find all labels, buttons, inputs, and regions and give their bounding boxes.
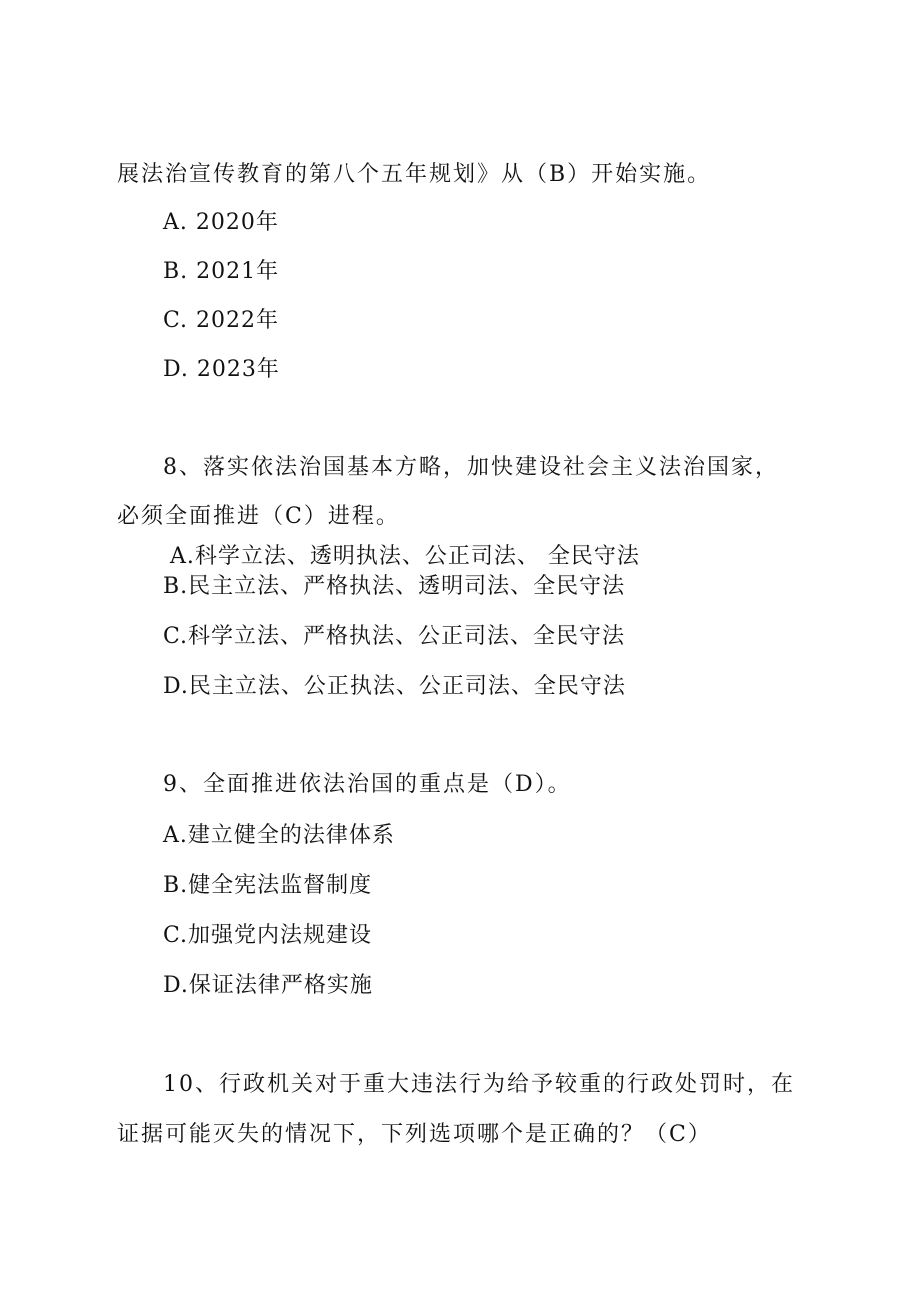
question-7-option-a: A. 2020年 bbox=[163, 210, 279, 235]
question-7-option-c: C. 2022年 bbox=[163, 308, 280, 333]
question-9-option-b: B.健全宪法监督制度 bbox=[163, 873, 373, 898]
question-10-stem-line-1: 10、行政机关对于重大违法行为给予较重的行政处罚时，在 bbox=[163, 1072, 795, 1097]
question-7-stem-continuation: 展法治宣传教育的第八个五年规划》从（B）开始实施。 bbox=[117, 162, 712, 187]
question-9-option-c: C.加强党内法规建设 bbox=[163, 923, 373, 948]
question-8-option-c: C.科学立法、严格执法、公正司法、全民守法 bbox=[163, 624, 626, 649]
question-8-stem-line-2: 必须全面推进（C）进程。 bbox=[117, 504, 400, 529]
question-7-option-d: D. 2023年 bbox=[163, 357, 280, 382]
question-8-option-a: A.科学立法、透明执法、公正司法、 全民守法 bbox=[170, 544, 640, 569]
question-9-option-d: D.保证法律严格实施 bbox=[163, 973, 373, 998]
question-9-option-a: A.建立健全的法律体系 bbox=[163, 823, 395, 848]
question-8-stem-line-1: 8、落实依法治国基本方略，加快建设社会主义法治国家， bbox=[163, 455, 779, 480]
question-9-stem: 9、全面推进依法治国的重点是（D）。 bbox=[163, 772, 572, 797]
question-10-stem-line-2: 证据可能灭失的情况下，下列选项哪个是正确的？（C） bbox=[117, 1122, 712, 1147]
question-8-option-d: D.民主立法、公正执法、公正司法、全民守法 bbox=[163, 674, 626, 699]
question-7-option-b: B. 2021年 bbox=[163, 259, 280, 284]
question-8-option-b: B.民主立法、严格执法、透明司法、全民守法 bbox=[163, 574, 626, 599]
